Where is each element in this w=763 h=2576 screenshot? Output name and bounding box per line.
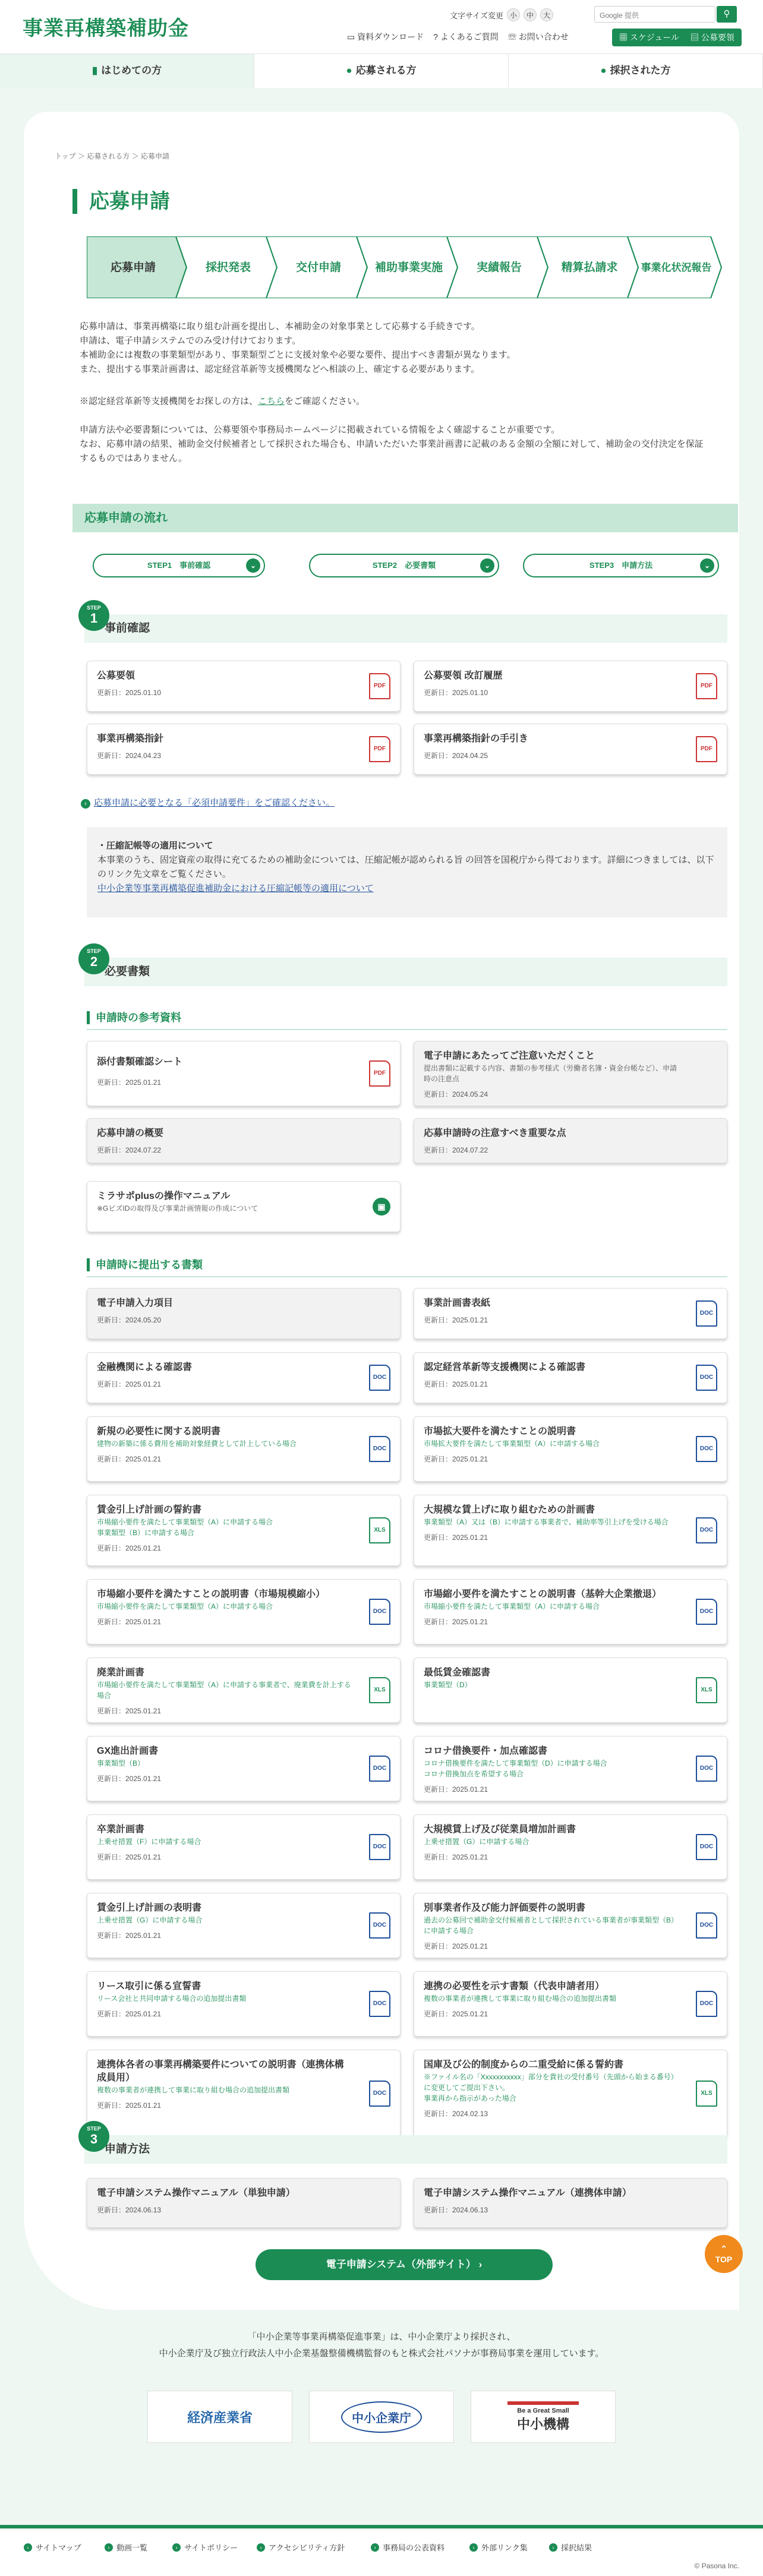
font-size-medium[interactable]: 中 [524,8,537,21]
doc-card[interactable]: 事業再構築指針 更新日：2024.04.23 PDF [87,724,401,775]
footer-link-policy[interactable]: › サイトポリシー [172,2542,238,2553]
submit-docs-subtitle: 申請時に提出する書類 [87,1258,203,1271]
doc-card[interactable]: 市場縮小要件を満たすことの説明書（基幹大企業撤退） 市場縮小要件を満たして事業類型（A）に申請する場合 更新日：2025.01.21 DOC [414,1579,727,1644]
doc-icon: DOC [696,1756,717,1782]
doc-icon: DOC [696,1991,717,2017]
doc-card[interactable]: 事業再構築指針の手引き 更新日：2024.04.25 PDF [414,724,727,775]
xls-icon: XLS [696,1677,717,1703]
doc-card[interactable]: リース取引に係る宣誓書 リース会社と共同申請する場合の追加提出書類 更新日：2025.01.21 DOC [87,1971,401,2037]
font-size-large[interactable]: 大 [540,8,553,21]
doc-icon: DOC [369,1834,390,1860]
doc-card[interactable]: 連携体各者の事業再構築要件についての説明書（連携体構成員用） 複数の事業者が連携して事業に取り組む場合の追加提出書類 更新日：2025.01.21 DOC [87,2050,401,2138]
doc-icon: DOC [369,1365,390,1391]
pdf-icon: PDF [696,673,717,699]
step-item-grant: 交付申請 [295,261,342,274]
doc-card[interactable]: 添付書類確認シート 更新日：2025.01.21 PDF [87,1041,401,1106]
manual-card[interactable]: 電子申請システム操作マニュアル（単独申請） 更新日：2024.06.13 [87,2178,401,2228]
doc-icon: DOC [369,1912,390,1939]
doc-icon: DOC [696,1300,717,1327]
header-links [347,31,569,43]
doc-icon: DOC [369,1756,390,1782]
search-input[interactable]: Google 提供 [594,6,715,23]
requirements-link[interactable]: › 応募申請に必要となる「必須申請要件」をご確認ください。 [81,796,335,809]
global-nav [0,53,763,88]
footer-link-external[interactable]: › 外部リンク集 [469,2542,528,2553]
step3-badge: STEP 3 [78,2121,109,2152]
step-item-apply: 応募申請 [110,261,156,274]
reference-subtitle: 申請時の参考資料 [87,1011,181,1024]
doc-card[interactable]: ミラサポplusの操作マニュアル ※GビズIDの取得及び事業計画情報の作成について ▣ [87,1181,401,1232]
chevron-down-icon: ⌄ [246,558,260,573]
doc-card[interactable]: 電子申請入力項目 更新日：2024.05.20 [87,1288,401,1339]
doc-icon: DOC [696,1365,717,1391]
doc-card[interactable]: 大規模賃上げ及び従業員増加計画書 上乗せ措置（G）に申請する場合 更新日：2025.01.21 DOC [414,1814,727,1880]
breadcrumb: トップ ＞ 応募される方 ＞ 応募申請 [55,152,170,160]
doc-card[interactable]: 賃金引上げ計画の誓約書 市場縮小要件を満たして事業類型（A）に申請する場合 事業類型（B）に申請する場合 更新日：2025.01.21 XLS [87,1495,401,1566]
search-icon[interactable]: ⚲ [717,6,737,23]
nav-adopted[interactable]: ● 採択された方 [509,54,763,88]
step-item-status: 事業化状況報告 [641,262,712,273]
flow-step1-link[interactable]: STEP1 事前確認 ⌄ [93,554,265,577]
doc-card[interactable]: 連携の必要性を示す書類（代表申請者用） 複数の事業者が連携して事業に取り組む場合の追加提出書類 更新日：2025.01.21 DOC [414,1971,727,2037]
doc-card[interactable]: 市場拡大要件を満たすことの説明書 市場拡大要件を満たして事業類型（A）に申請する場合 更新日：2025.01.21 DOC [414,1416,727,1482]
doc-card[interactable]: 新規の必要性に関する説明書 建物の新築に係る費用を補助対象経費として計上している場合 更新日：2025.01.21 DOC [87,1416,401,1482]
pdf-icon: PDF [696,736,717,762]
step2-badge: STEP 2 [78,943,109,974]
manual-card[interactable]: 電子申請システム操作マニュアル（連携体申請） 更新日：2024.06.13 [414,2178,727,2228]
doc-icon: DOC [696,1436,717,1462]
step-item-payment: 精算払請求 [561,261,618,274]
doc-card[interactable]: 金融機関による確認書 更新日：2025.01.21 DOC [87,1352,401,1403]
nav-applicants[interactable]: ● 応募される方 [254,54,509,88]
step3-title: 申請方法 [84,2135,727,2164]
doc-card[interactable]: 応募申請時の注意すべき重要な点 更新日：2024.07.22 [414,1118,727,1163]
footer-link-publications[interactable]: › 事務局の公表資料 [371,2542,444,2553]
step1-badge: STEP 1 [78,600,109,631]
xls-icon: XLS [369,1517,390,1543]
doc-icon: DOC [369,1436,390,1462]
doc-card[interactable]: 認定経営革新等支援機関による確認書 更新日：2025.01.21 DOC [414,1352,727,1403]
compression-note-link[interactable]: 中小企業等事業再構築促進補助金における圧縮記帳等の適用について [97,883,374,894]
support-org-link[interactable]: こちら [258,396,285,406]
chevron-right-icon: › [81,799,90,809]
nav-first-time[interactable]: ▮ はじめての方 [0,54,254,88]
back-to-top-button[interactable]: ⌃ TOP [705,2235,743,2273]
step1-title: 事前確認 [84,614,727,643]
divider [87,1276,727,1277]
doc-icon: DOC [369,2081,390,2107]
contact-link[interactable]: ☏ お問い合わせ [507,32,569,42]
flow-step3-link[interactable]: STEP3 申請方法 ⌄ [523,554,719,577]
chevron-down-icon: ⌄ [480,558,494,573]
intro-paragraph-2: ※認定経営革新等支援機関をお探しの方は、こちらをご確認ください。 [80,396,365,406]
doc-card[interactable]: GX進出計画書 事業類型（B） 更新日：2025.01.21 DOC [87,1736,401,1801]
doc-card[interactable]: 市場縮小要件を満たすことの説明書（市場規模縮小） 市場縮小要件を満たして事業類型（A）に申請する場合 更新日：2025.01.21 DOC [87,1579,401,1644]
step-item-implement: 補助事業実施 [374,261,443,274]
doc-card[interactable]: 最低賃金確認書 事業類型（D） XLS [414,1658,727,1723]
footer-link-videos[interactable]: › 動画一覧 [105,2542,147,2553]
doc-icon: DOC [696,1517,717,1543]
xls-icon: XLS [369,1677,390,1703]
smrj-logo[interactable]: Be a Great Small 中小機構 [471,2391,616,2443]
font-size-switcher: 文字サイズ変更 小 中 大 [450,8,553,21]
footer-nav [0,2525,763,2576]
e-application-button[interactable]: 電子申請システム（外部サイト） › [256,2249,553,2280]
faq-link[interactable]: ? よくあるご質問 [433,32,499,42]
doc-icon: DOC [696,1912,717,1939]
chevron-down-icon: ⌄ [700,558,714,573]
download-link[interactable]: ▭ 資料ダウンロード [347,32,424,42]
doc-card[interactable]: 公募要領 更新日：2025.01.10 PDF [87,661,401,712]
doc-card[interactable]: 卒業計画書 上乗せ措置（F）に申請する場合 更新日：2025.01.21 DOC [87,1814,401,1880]
xls-icon: XLS [696,2081,717,2107]
font-size-small[interactable]: 小 [507,8,520,21]
copyright: © Pasona Inc. [694,2562,739,2570]
site-header [0,0,763,53]
doc-card[interactable]: 電子申請にあたってご注意いただくこと 提出書類に記載する内容、書類の参考様式（労働者名簿・資金台帳など）、申請時の注意点 更新日：2024.05.24 [414,1041,727,1106]
footer-note: 「中小企業等事業再構築促進事業」は、中小企業庁より採択され、 中小企業庁及び独立行政法人中小企業基盤整備機構監督のもと株式会社パソナが事務局事業を運用しています。 [159,2332,604,2359]
intro-paragraph-3: 申請方法や必要書類については、公募要領や事務局ホームページに掲載されている情報をよく確認することが重要です。 なお、応募申請の結果、補助金交付候補者として採択された場合も、申請いただいた事業計画書に記載のある金額の全額に対して、補助金の交付決定を保証するものではありません。 [80,425,704,463]
doc-card[interactable]: 応募申請の概要 更新日：2024.07.22 [87,1118,401,1163]
footer-link-results[interactable]: › 採択結果 [549,2542,592,2553]
sme-agency-logo[interactable]: 中小企業庁 [309,2391,454,2443]
page-title: 応募申請 [72,189,170,214]
publish-button[interactable]: ▤ 公募要領 [683,29,742,46]
doc-card[interactable]: 事業計画書表紙 更新日：2025.01.21 DOC [414,1288,727,1339]
step-progress [87,236,723,298]
doc-card[interactable]: 別事業者作及び能力評価要件の説明書 過去の公募回で補助金交付候補者として採択されている事業者が事業類型（B）に申請する場合 更新日：2025.01.21 DOC [414,1893,727,1958]
arrow-up-icon: ⌃ [720,2244,727,2253]
doc-card[interactable]: 廃業計画書 市場縮小要件を満たして事業類型（A）に申請する事業者で、廃業費を計上する場合 更新日：2025.01.21 XLS [87,1658,401,1723]
schedule-button[interactable]: ▦ スケジュール [612,29,686,46]
pdf-icon: PDF [369,736,390,762]
footer-link-sitemap[interactable]: › サイトマップ [24,2542,81,2553]
doc-icon: DOC [696,1599,717,1625]
divider [87,1029,727,1030]
footer-link-accessibility[interactable]: › アクセシビリティ方針 [257,2542,345,2553]
doc-card[interactable]: 賃金引上げ計画の表明書 上乗せ措置（G）に申請する場合 更新日：2025.01.21 DOC [87,1893,401,1958]
pdf-icon: PDF [369,673,390,699]
pdf-icon: PDF [369,1060,390,1087]
doc-card[interactable]: 国庫及び公的制度からの二重受給に係る誓約書 ※ファイル名の「Xxxxxxxxxxx」部分を貴社の受付番号（先頭から始まる番号）に変更してご提出下さい。 事業再から指示があった場合 更新日：2024.02.13 XLS [414,2050,727,2138]
intro-paragraph-1: 応募申請は、事業再構築に取り組む計画を提出し、本補助金の対象事業として応募する手続きです。 申請は、電子申請システムでのみ受け付けております。 本補助金には複数の事業類型があり、事業類型ごとに支援対象や必要な要件、提出すべき書類が異なります。 また、提出する事業計画書は、認定経営革新等支援機関などへ相談の上、確定する必要があります。 [80,321,516,374]
doc-icon: DOC [369,1991,390,2017]
doc-icon: DOC [696,1834,717,1860]
step2-title: 必要書類 [84,958,727,986]
doc-card[interactable]: 公募要領 改訂履歴 更新日：2025.01.10 PDF [414,661,727,712]
step-item-adopt: 採択発表 [205,261,251,274]
flow-step2-link[interactable]: STEP2 必要書類 ⌄ [309,554,499,577]
flow-section-title: 応募申請の流れ [72,504,738,532]
meti-logo[interactable]: 経済産業省 [147,2391,292,2443]
step-item-report: 実績報告 [476,261,522,274]
compression-note: ・圧縮記帳等の適用について 本事業のうち、固定資産の取得に充てるための補助金については、圧縮記帳が認められる旨 の回答を国税庁から得ております。詳細につきましては、以下のリンク先文章をご覧ください。 中小企業等事業再構築促進補助金における圧縮記帳等の適用について [87,827,727,917]
doc-card[interactable]: コロナ借換要件・加点確認書 コロナ借換要件を満たして事業類型（D）に申請する場合 コロナ借換加点を希望する場合 更新日：2025.01.21 DOC [414,1736,727,1801]
site-logo[interactable]: 事業再構築補助金 [23,17,189,40]
doc-card[interactable]: 大規模な賃上げに取り組むための計画書 事業類型（A）又は（B）に申請する事業者で、補助率等引上げを受ける場合 更新日：2025.01.21 DOC [414,1495,727,1566]
monitor-icon: ▣ [373,1198,390,1216]
doc-icon: DOC [369,1599,390,1625]
